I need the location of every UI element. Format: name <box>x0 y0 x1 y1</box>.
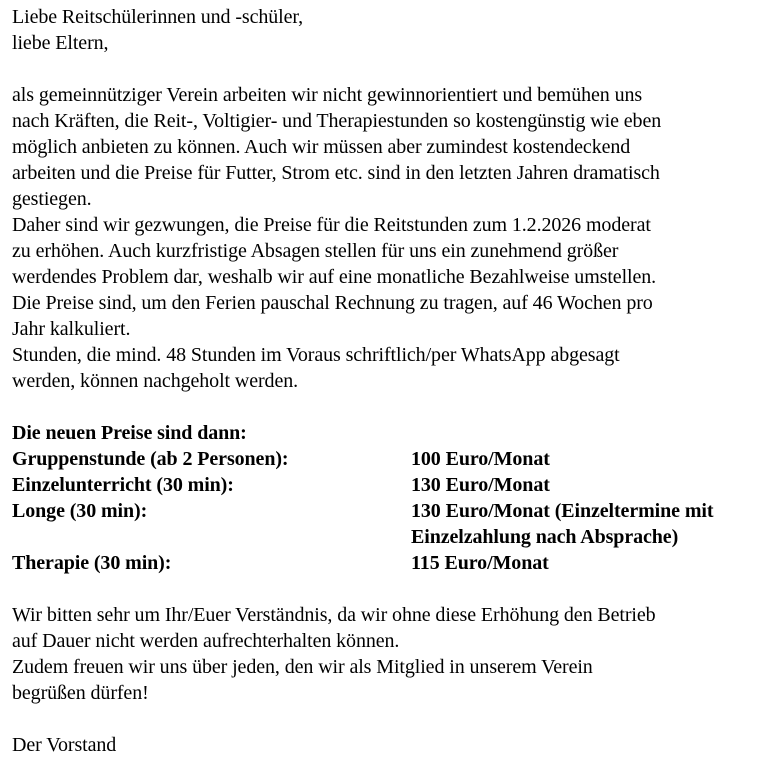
body-line: gestiegen. <box>12 188 92 210</box>
closing-line: begrüßen dürfen! <box>12 682 149 704</box>
spacer <box>12 706 772 732</box>
closing-paragraph <box>12 602 772 706</box>
price-label: Therapie (30 min): <box>12 552 172 574</box>
body-line: als gemeinnütziger Verein arbeiten wir nicht gewinnorientiert und bemühen uns <box>12 84 643 106</box>
price-value: 130 Euro/Monat <box>411 474 550 496</box>
price-value: 115 Euro/Monat <box>411 552 549 574</box>
signature: Der Vorstand <box>12 734 117 756</box>
body-line: Die Preise sind, um den Ferien pauschal Rechnung zu tragen, auf 46 Wochen pro <box>12 292 653 314</box>
price-value: 130 Euro/Monat (Einzeltermine mit <box>411 500 714 522</box>
closing-line: auf Dauer nicht werden aufrechterhalten können. <box>12 630 400 652</box>
spacer <box>12 56 772 82</box>
price-row-continuation <box>12 524 772 550</box>
body-line: Stunden, die mind. 48 Stunden im Voraus schriftlich/per WhatsApp abgesagt <box>12 344 620 366</box>
spacer <box>12 576 772 602</box>
greeting-line-1: Liebe Reitschülerinnen und -schüler, <box>12 6 304 28</box>
price-label: Einzelunterricht (30 min): <box>12 474 234 496</box>
body-paragraph <box>12 82 772 394</box>
body-line: Jahr kalkuliert. <box>12 318 131 340</box>
price-value-continuation: Einzelzahlung nach Absprache) <box>411 526 679 548</box>
price-row <box>12 472 772 498</box>
greeting-line-2: liebe Eltern, <box>12 32 109 54</box>
body-line: zu erhöhen. Auch kurzfristige Absagen stellen für uns ein zunehmend größer <box>12 240 619 262</box>
body-line: möglich anbieten zu können. Auch wir müssen aber zumindest kostendeckend <box>12 136 631 158</box>
price-table <box>12 420 772 576</box>
closing-line: Zudem freuen wir uns über jeden, den wir als Mitglied in unserem Verein <box>12 656 593 678</box>
price-row <box>12 498 772 524</box>
letter-document <box>12 4 772 758</box>
body-line: Daher sind wir gezwungen, die Preise für die Reitstunden zum 1.2.2026 moderat <box>12 214 651 236</box>
body-line: arbeiten und die Preise für Futter, Strom etc. sind in den letzten Jahren dramatisch <box>12 162 660 184</box>
spacer <box>12 394 772 420</box>
price-row <box>12 550 772 576</box>
price-label: Gruppenstunde (ab 2 Personen): <box>12 448 289 470</box>
price-value: 100 Euro/Monat <box>411 448 550 470</box>
body-line: werdendes Problem dar, weshalb wir auf eine monatliche Bezahlweise umstellen. <box>12 266 657 288</box>
body-line: werden, können nachgeholt werden. <box>12 370 299 392</box>
body-line: nach Kräften, die Reit-, Voltigier- und Therapiestunden so kostengünstig wie eben <box>12 110 662 132</box>
price-row <box>12 446 772 472</box>
price-label: Longe (30 min): <box>12 500 148 522</box>
closing-line: Wir bitten sehr um Ihr/Euer Verständnis, da wir ohne diese Erhöhung den Betrieb <box>12 604 656 626</box>
price-heading: Die neuen Preise sind dann: <box>12 422 247 444</box>
